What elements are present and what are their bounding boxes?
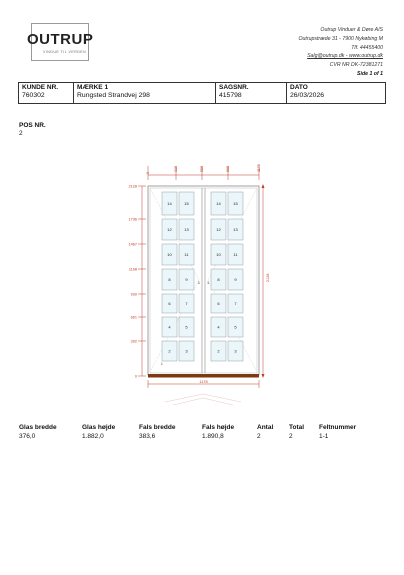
spec-header: Feltnummer: [319, 424, 357, 431]
right-arrow-top: [262, 184, 265, 188]
right-arrow-bottom: [262, 374, 265, 378]
left-dim-1: 1736: [128, 217, 137, 222]
mark-cell: [74, 83, 216, 104]
corner-pane-label: 1: [161, 362, 163, 366]
spec-value: 2: [289, 433, 293, 440]
customer-number-label: KUNDE NR.: [22, 84, 59, 91]
page-indicator: Side 1 of 1: [357, 70, 383, 77]
position-value: 2: [19, 130, 23, 137]
spec-value: 376,0: [19, 433, 36, 440]
bottom-opening-marks: [165, 394, 241, 405]
pane-number: 2: [168, 348, 171, 354]
spec-header: Total: [289, 424, 305, 431]
spec-header: Glas højde: [82, 424, 116, 431]
width-dimension-label: 1178: [199, 380, 208, 384]
pane-number: 14: [167, 201, 172, 206]
left-dimension-line: [138, 186, 146, 376]
pane-number: 9: [234, 277, 237, 282]
top-dim-2: 589: [200, 166, 204, 172]
company-name: Outrup Vinduer & Døre A/S: [320, 27, 383, 33]
position-label: POS NR.: [19, 122, 46, 129]
height-dimension-label: 2128: [266, 273, 270, 282]
spec-value: 2: [257, 433, 261, 440]
window-drawing: [128, 160, 275, 410]
pane-number: 5: [185, 324, 188, 330]
left-dim-7: 0: [134, 374, 137, 379]
case-number-label: SAGSNR.: [219, 84, 249, 91]
pane-number: 13: [184, 227, 189, 232]
pane-number: 3: [185, 348, 188, 354]
order-info-table: [18, 82, 386, 104]
pane-number: 6: [168, 301, 171, 306]
top-dim-1: 310: [174, 166, 178, 172]
pane-number: 11: [233, 252, 238, 257]
logo: OUTRUP: [27, 31, 94, 48]
mark-label: MÆRKE 1: [77, 84, 109, 91]
top-dim-4: 1178: [257, 164, 261, 172]
pane-number: 10: [216, 252, 221, 257]
spec-header: Glas bredde: [19, 424, 57, 431]
spec-value: 1-1: [319, 433, 329, 440]
pane-number: 5: [234, 324, 237, 330]
pane-number: 7: [234, 301, 237, 306]
pane-number: 14: [216, 201, 221, 206]
pane-number: 6: [217, 301, 220, 306]
bottom-sill: [148, 374, 259, 378]
company-cvr: CVR NR DK-72381271: [329, 62, 383, 69]
logo-tagline: VINDUE TIL VERDEN: [43, 50, 87, 54]
spec-col-field-number: [319, 424, 389, 440]
center-number-right: 1: [207, 281, 210, 285]
pane-number: 7: [185, 301, 188, 306]
spec-header: Fals højde: [202, 424, 235, 431]
date-cell: [287, 83, 386, 104]
pane-number: 12: [167, 227, 172, 232]
pane-number: 4: [217, 324, 220, 330]
pane-number: 8: [217, 277, 220, 282]
pane-number: 11: [184, 252, 189, 257]
spec-value: 1.882,0: [82, 433, 104, 440]
pane-number: 12: [216, 227, 221, 232]
date-label: DATO: [290, 84, 308, 91]
date-value: 26/03/2026: [290, 92, 325, 99]
company-address: Outrupstræde 31 - 7900 Nykøbing M: [298, 35, 383, 42]
center-number-left: 1: [197, 281, 200, 285]
left-dim-4: 930: [130, 292, 137, 297]
company-contact[interactable]: Salg@outrup.dk - www.outrup.dk: [307, 53, 383, 60]
case-number-value: 415798: [219, 92, 242, 99]
spec-col-glass-width: [19, 424, 89, 440]
pane-number: 4: [168, 324, 171, 330]
pane-number: 15: [184, 201, 189, 206]
pane-number: 3: [234, 348, 237, 354]
spec-col-rebate-width: [139, 424, 209, 440]
left-dim-6: 392: [130, 339, 137, 344]
company-info: [299, 26, 383, 79]
pane-number: 8: [168, 277, 171, 282]
pane-number: 10: [167, 252, 172, 257]
spec-value: 1.890,8: [202, 433, 224, 440]
company-phone: Tlf. 44455400: [351, 44, 383, 51]
customer-number-cell: [19, 83, 74, 104]
mark-value: Rungsted Strandvej 298: [77, 92, 150, 99]
top-dim-0: 0: [146, 172, 150, 174]
customer-number-value: 760302: [22, 92, 45, 99]
left-dim-5: 661: [130, 315, 137, 320]
left-dim-0: 2128: [128, 184, 137, 189]
pane-number: 15: [233, 201, 238, 206]
spec-header: Fals bredde: [139, 424, 176, 431]
left-dim-3: 1198: [128, 267, 137, 272]
pane-number: 13: [233, 227, 238, 232]
top-dim-3: 868: [226, 166, 230, 172]
pane-number: 9: [185, 277, 188, 282]
pane-number: 2: [217, 348, 220, 354]
spec-header: Antal: [257, 424, 274, 431]
case-number-cell: [216, 83, 287, 104]
spec-value: 383,6: [139, 433, 156, 440]
left-dim-2: 1467: [128, 242, 137, 247]
